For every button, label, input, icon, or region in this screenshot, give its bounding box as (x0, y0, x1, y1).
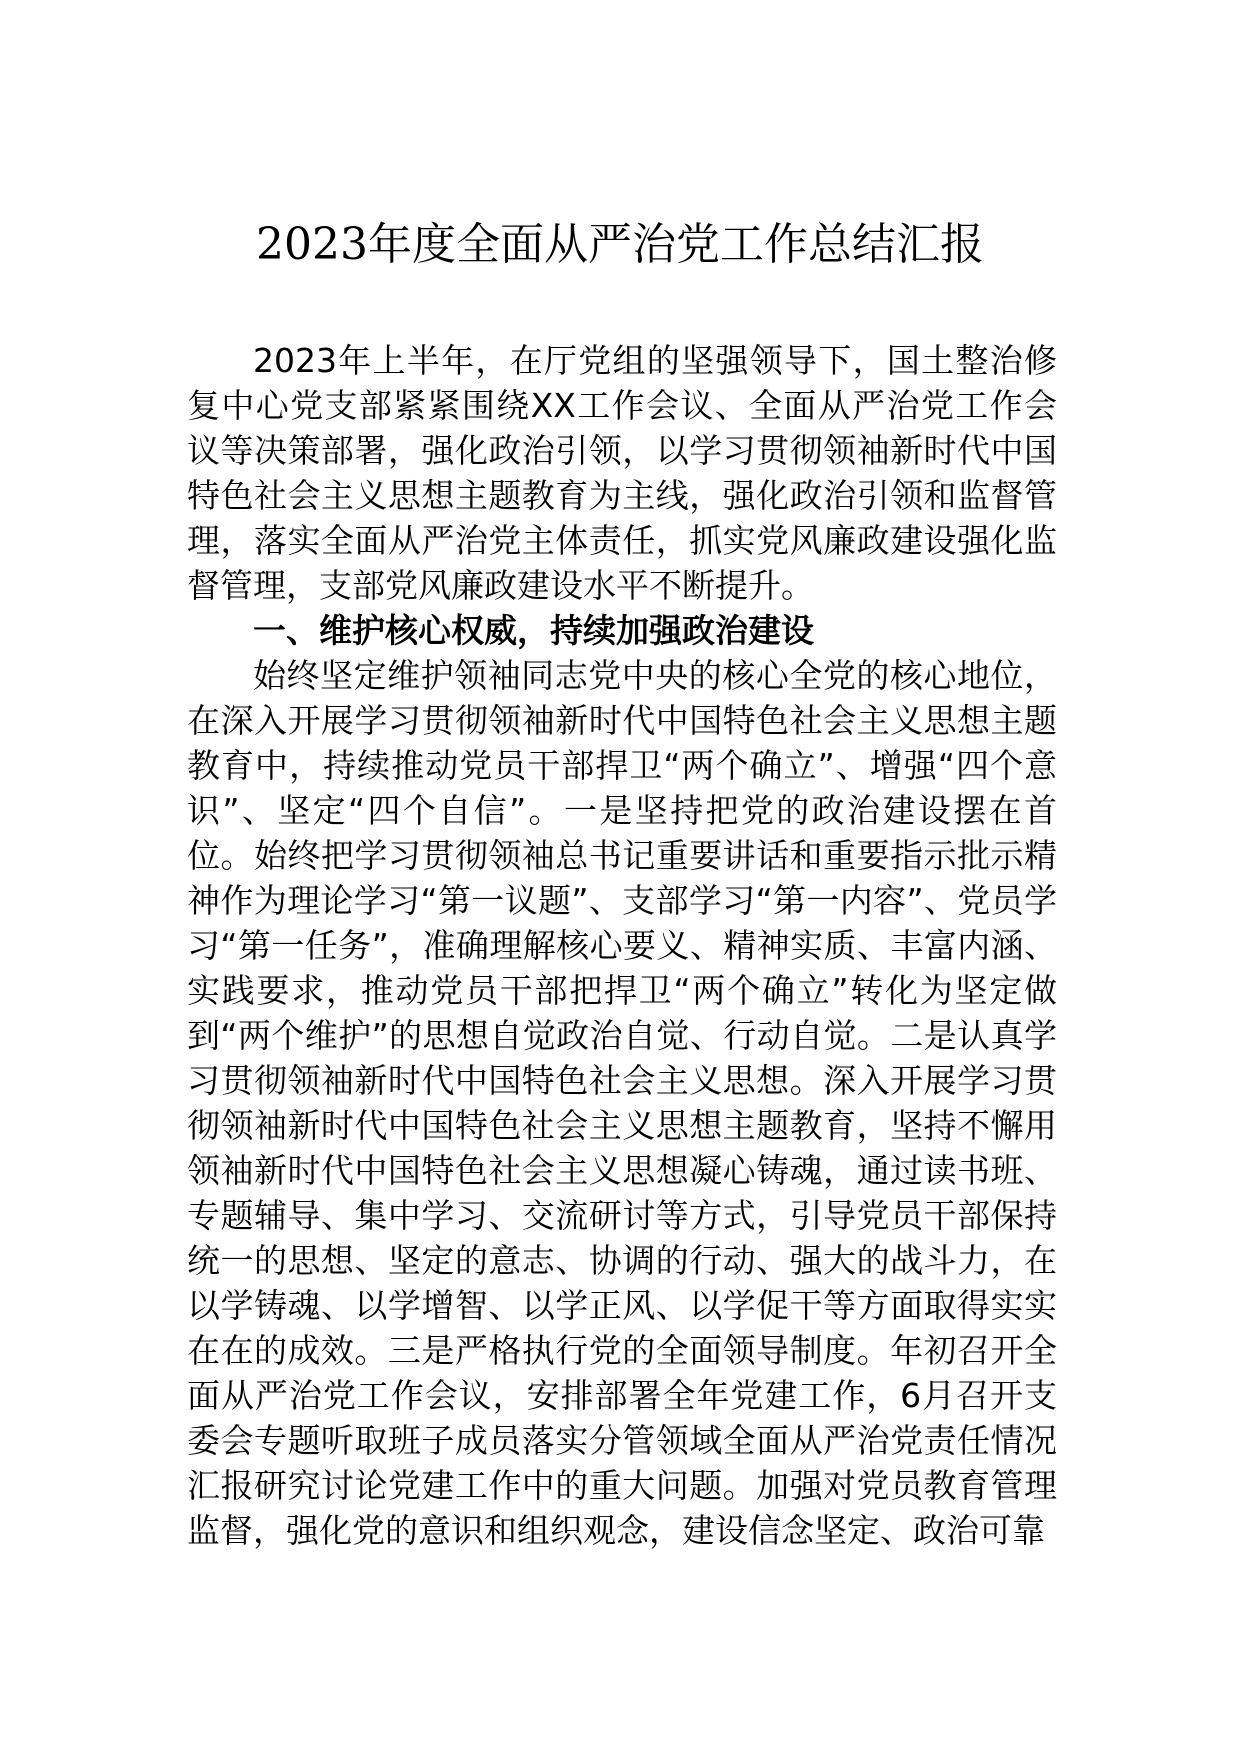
document-title: 2023年度全面从严治党工作总结汇报 (256, 219, 984, 270)
section-heading: 一、维护核心权威，持续加强政治建设 (253, 611, 814, 650)
intro-paragraph: 2023年上半年，在厅党组的坚强领导下，国土整治修复中心党支部紧紧围绕XX工作会议、全面从严治党工作会议等决策部署，强化政治引领，以学习贯彻领袖新时代中国特色社会主义思想主题教育为主线，强化政治引领和监督管理，落实全面从严治党主体责任，抓实党风廉政建设强化监督管理，支部党风廉政建设水平不断提升。 (187, 341, 1057, 605)
section-paragraph: 始终坚定维护领袖同志党中央的核心全党的核心地位，在深入开展学习贯彻领袖新时代中国特色社会主义思想主题教育中，持续推动党员干部捍卫“两个确立”、增强“四个意识”、坚定“四个自信”。一是坚持把党的政治建设摆在首位。始终把学习贯彻领袖总书记重要讲话和重要指示批示精神作为理论学习“第一议题”、支部学习“第一内容”、党员学习“第一任务”，准确理解核心要义、精神实质、丰富内涵、实践要求，推动党员干部把捍卫“两个确立”转化为坚定做到“两个维护”的思想自觉政治自觉、行动自觉。二是认真学习贯彻领袖新时代中国特色社会主义思想。深入开展学习贯彻领袖新时代中国特色社会主义思想主题教育，坚持不懈用领袖新时代中国特色社会主义思想凝心铸魂，通过读书班、专题辅导、集中学习、交流研讨等方式，引导党员干部保持统一的思想、坚定的意志、协调的行动、强大的战斗力，在以学铸魂、以学增智、以学正风、以学促干等方面取得实实在在的成效。三是严格执行党的全面领导制度。年初召开全面从严治党工作会议，安排部署全年党建工作，6月召开支委会专题听取班子成员落实分管领域全面从严治党责任情况汇报研究讨论党建工作中的重大问题。加强对党员教育管理监督，强化党的意识和组织观念，建设信念坚定、政治可靠 (187, 656, 1057, 1550)
document-body (187, 338, 1057, 1553)
